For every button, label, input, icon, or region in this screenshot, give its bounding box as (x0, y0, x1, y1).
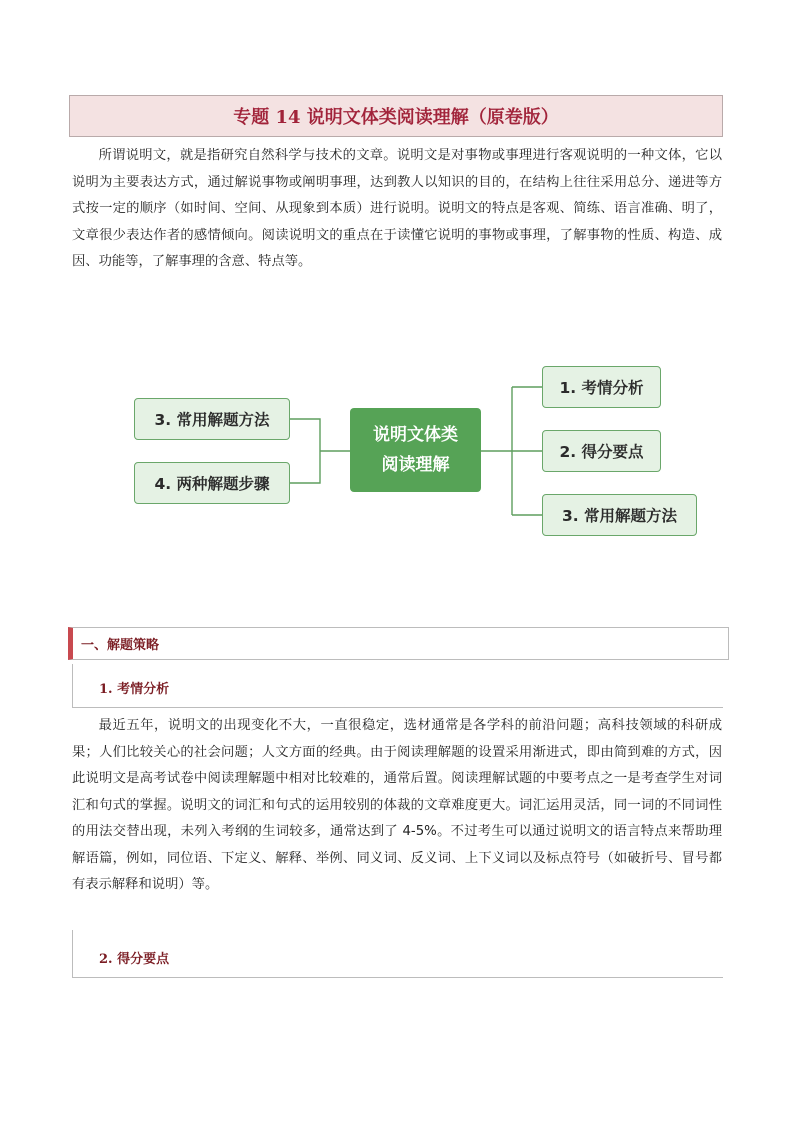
mindmap-center-line1: 说明文体类 (373, 425, 458, 445)
mindmap-node-steps: 4. 两种解题步骤 (134, 462, 290, 504)
mindmap-node-methods-right: 3. 常用解题方法 (542, 494, 697, 536)
mindmap-center-node (350, 408, 481, 492)
subsection-header-scoring: 2. 得分要点 (72, 930, 723, 978)
mindmap-node-scoring: 2. 得分要点 (542, 430, 661, 472)
intro-paragraph: 所谓说明文，就是指研究自然科学与技术的文章。说明文是对事物或事理进行客观说明的一种文体，它以说明为主要表达方式，通过解说事物或阐明事理，达到教人以知识的目的，在结构上往往采用总分、递进等方式按一定的顺序（如时间、空间、从现象到本质）进行说明。说明文的特点是客观、简练、语言准确、明了，文章很少表达作者的感情倾向。阅读说明文的重点在于读懂它说明的事物或事理，了解事物的性质、构造、成因、功能等，了解事理的含意、特点等。 (72, 148, 722, 269)
mindmap-node-methods-left: 3. 常用解题方法 (134, 398, 290, 440)
analysis-paragraph: 最近五年，说明文的出现变化不大，一直很稳定，选材通常是各学科的前沿问题；高科技领域的科研成果；人们比较关心的社会问题；人文方面的经典。由于阅读理解题的设置采用渐进式，即由简到难的方式，因此说明文是高考试卷中阅读理解题中相对比较难的，通常后置。阅读理解试题的中要考点之一是考查学生对词汇和句式的掌握。说明文的词汇和句式的运用较别的体裁的文章难度更大。词汇运用灵活，同一词的不同词性的用法交替出现，未列入考纲的生词较多，通常达到了 4-5%。不过考生可以通过说明文的语言特点来帮助理解语篇，例如，同位语、下定义、解释、举例、同义词、反义词、上下义词以及标点符号（如破折号、冒号都有表示解释和说明）等。 (72, 718, 722, 892)
mindmap-center-line2: 阅读理解 (381, 455, 450, 475)
document-title: 专题 14 说明文体类阅读理解（原卷版） (69, 95, 723, 137)
subsection-header-analysis: 1. 考情分析 (72, 664, 723, 708)
mindmap-node-analysis: 1. 考情分析 (542, 366, 661, 408)
section-header-strategy: 一、解题策略 (68, 627, 729, 660)
